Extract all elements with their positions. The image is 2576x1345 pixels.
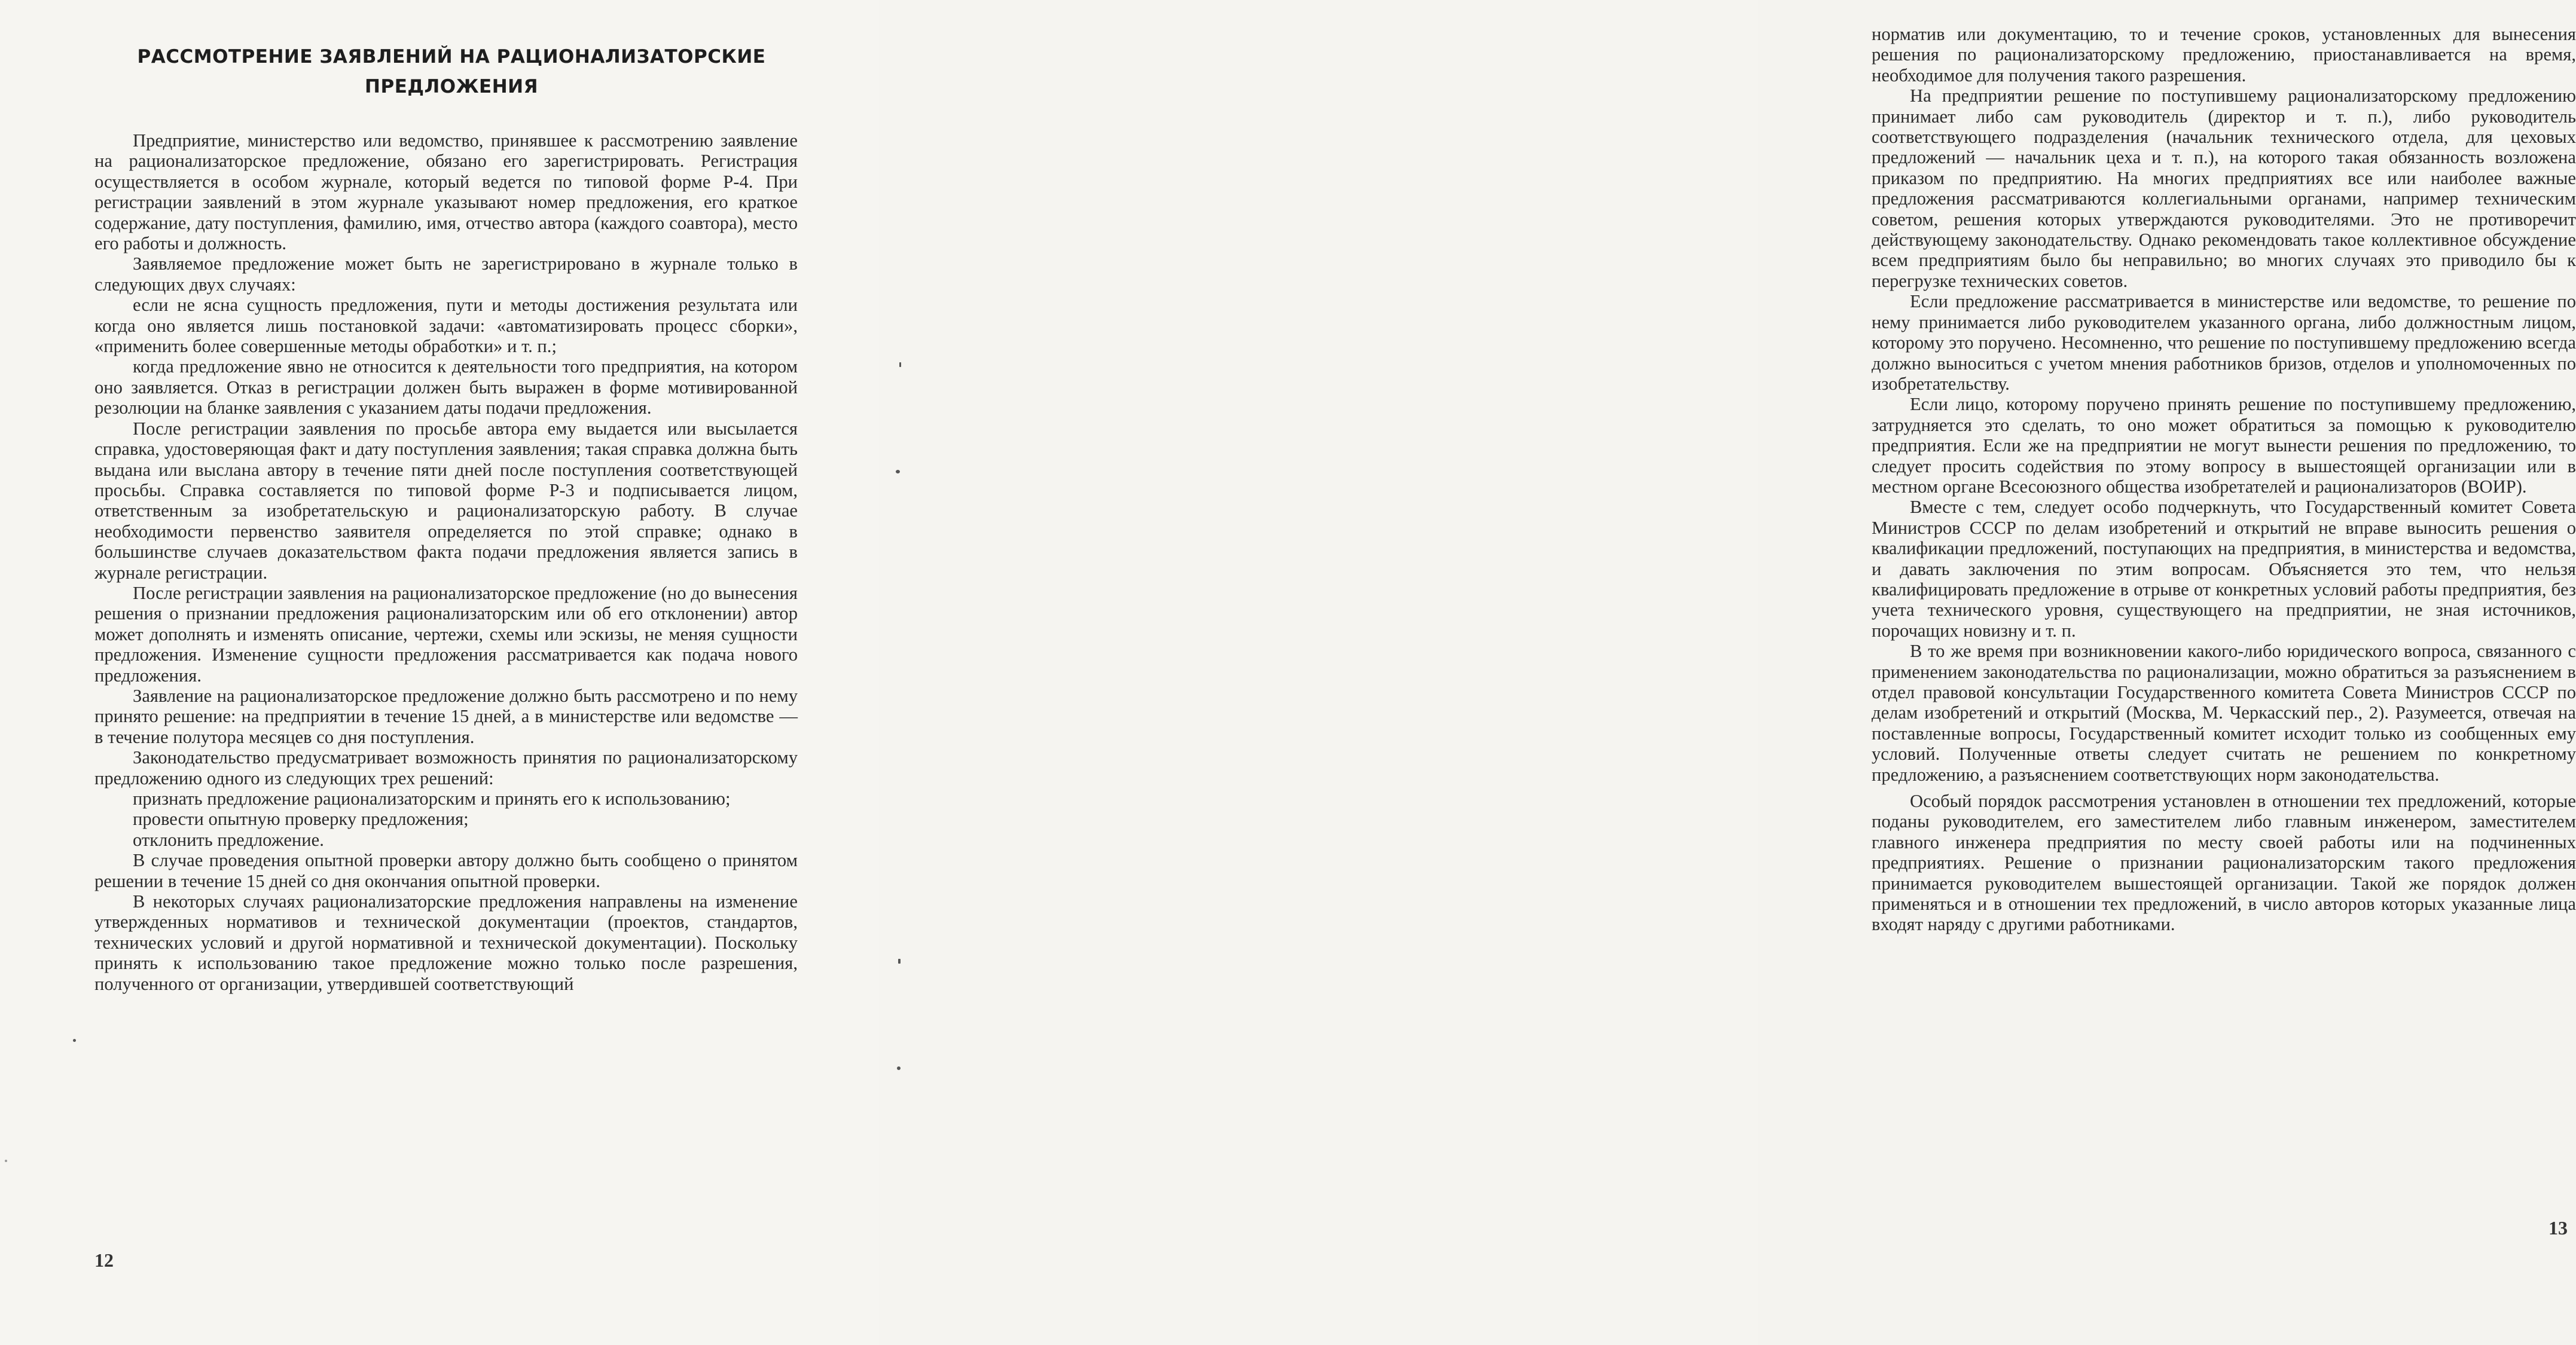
print-speck (898, 959, 901, 964)
paragraph: После регистрации заявления по просьбе автора ему выдается или высылается справка, удостоверяющая факт и дату поступления заявления; такая справка должна быть выдана или выслана автору в течение пяти дней после поступления соответствующей просьбы. Справка составляется по типовой форме Р-3 и подписывается лицом, ответственным за изобретательскую и рационализаторскую работу. В случае необходимости первенство заявителя определяется по этой справке; однако в большинстве случаев доказательством факта подачи предложения является запись в журнале регистрации. (94, 418, 798, 583)
print-speck (899, 362, 901, 367)
paragraph: Заявляемое предложение может быть не зарегистрировано в журнале только в следующих двух случаях: (94, 253, 798, 295)
paragraph: Если предложение рассматривается в министерстве или ведомстве, то решение по нему принимается либо руководителем указанного органа, либо должностным лицом, которому это поручено. Несомненно, что решение по поступившему предложению всегда должно выноситься с учетом мнения работников бризов, отделов и уполномоченных по изобретательству. (1872, 291, 2576, 394)
left-text-column (94, 130, 798, 994)
paragraph-continued: норматив или документацию, то и течение сроков, установленных для вынесения решения по рационализаторскому предложению, приостанавливается на время, необходимое для получения такого разрешения. (1872, 24, 2576, 85)
print-speck (73, 1039, 76, 1042)
paragraph: Если лицо, которому поручено принять решение по поступившему предложению, затрудняется это сделать, то оно может обратиться за помощью к руководителю предприятия. Если же на предприятии не могут вынести решения по предложению, то следует просить содействия по этому вопросу в вышестоящей организации или в местном органе Всесоюзного общества изобретателей и рационализаторов (ВОИР). (1872, 394, 2576, 497)
list-item: если не ясна сущность предложения, пути и методы достижения результата или когда оно является лишь постановкой задачи: «автоматизировать процесс сборки», «применить более совершенные методы обработки» и т. п.; (94, 295, 798, 357)
paragraph: На предприятии решение по поступившему рационализаторскому предложению принимает либо сам руководитель (директор и т. п.), либо руководитель соответствующего подразделения (начальник технического отдела, для цеховых предложений — начальник цеха и т. п.), на которого такая обязанность возложена приказом по предприятию. На многих предприятиях все или наиболее важные предложения рассматриваются коллегиальными органами, например техническим советом, решения которых утверждаются руководителями. Это не противоречит действующему законодательству. Однако рекомендовать такое коллективное обсуждение всем предприятиям было бы неправильно; во многих случаях это приводило бы к перегрузке технических советов. (1872, 85, 2576, 291)
list-item: отклонить предложение. (133, 829, 324, 850)
page-number: 13 (2548, 1217, 2568, 1239)
paragraph: В некоторых случаях рационализаторские предложения направлены на изменение утвержденных нормативов и технической документации (проектов, стандартов, технических условий и другой нормативной и технической документации). Поскольку принять к использованию такое предложение можно только после разрешения, полученного от организации, утвердившей соответствующий (94, 891, 798, 994)
page-number: 12 (94, 1249, 114, 1271)
print-speck (5, 1160, 7, 1162)
right-text-column (1872, 24, 2576, 935)
heading-line-1: РАССМОТРЕНИЕ ЗАЯВЛЕНИЙ НА РАЦИОНАЛИЗАТОРСКИЕ (137, 46, 766, 68)
left-page (0, 0, 879, 1345)
list-item: провести опытную проверку предложения; (133, 809, 469, 830)
right-page (879, 0, 2576, 1345)
paragraph: В случае проведения опытной проверки автору должно быть сообщено о принятом решении в течение 15 дней со дня окончания опытной проверки. (94, 850, 798, 891)
paragraph: После регистрации заявления на рационализаторское предложение (но до вынесения решения о признании предложения рационализаторским или об его отклонении) автор может дополнять и изменять описание, чертежи, схемы или эскизы, не меняя сущности предложения. Изменение сущности предложения рассматривается как подача нового предложения. (94, 582, 798, 686)
print-speck (897, 1066, 901, 1070)
paragraph: В то же время при возникновении какого-либо юридического вопроса, связанного с применением законодательства по рационализации, можно обратиться за разъяснением в отдел правовой консультации Государственного комитета Совета Министров СССР по делам изобретений и открытий (Москва, М. Черкасский пер., 2). Разумеется, отвечая на поставленные вопросы, Государственный комитет исходит только из сообщенных ему условий. Полученные ответы следует считать не решением по конкретному предложению, а разъяснением соответствующих норм законодательства. (1872, 641, 2576, 785)
paragraph: Особый порядок рассмотрения установлен в отношении тех предложений, которые поданы руководителем, его заместителем либо главным инженером, заместителем главного инженера предприятия по месту своей работы или на подчиненных предприятиях. Решение о признании рационализаторским такого предложения принимается руководителем вышестоящей организации. Такой же порядок должен применяться и в отношении тех предложений, в число авторов которых указанные лица входят наряду с другими работниками. (1872, 791, 2576, 935)
section-heading (96, 42, 807, 102)
heading-line-2: ПРЕДЛОЖЕНИЯ (365, 76, 538, 97)
print-speck (896, 470, 900, 473)
paragraph: Заявление на рационализаторское предложение должно быть рассмотрено и по нему принято решение: на предприятии в течение 15 дней, а в министерстве или ведомстве — в течение полутора месяцев со дня поступления. (94, 685, 798, 747)
paragraph: Вместе с тем, следует особо подчеркнуть, что Государственный комитет Совета Министров СССР по делам изобретений и открытий не вправе выносить решения о квалификации предложений, поступающих на предприятия, в министерства и ведомства, и давать заключения по этим вопросам. Объясняется это тем, что нельзя квалифицировать предложение в отрыве от конкретных условий работы предприятия, без учета технического уровня, существующего на предприятии, не зная источников, порочащих новизну и т. п. (1872, 497, 2576, 641)
list-item: когда предложение явно не относится к деятельности того предприятия, на котором оно заявляется. Отказ в регистрации должен быть выражен в форме мотивированной резолюции на бланке заявления с указанием даты подачи предложения. (94, 356, 798, 418)
paragraph: Предприятие, министерство или ведомство, принявшее к рассмотрению заявление на рационализаторское предложение, обязано его зарегистрировать. Регистрация осуществляется в особом журнале, который ведется по типовой форме Р-4. При регистрации заявлений в этом журнале указывают номер предложения, его краткое содержание, дату поступления, фамилию, имя, отчество автора (каждого соавтора), место его работы и должность. (94, 130, 798, 254)
list-item: признать предложение рационализаторским и принять его к использованию; (133, 788, 731, 809)
paragraph: Законодательство предусматривает возможность принятия по рационализаторскому предложению одного из следующих трех решений: (94, 747, 798, 788)
